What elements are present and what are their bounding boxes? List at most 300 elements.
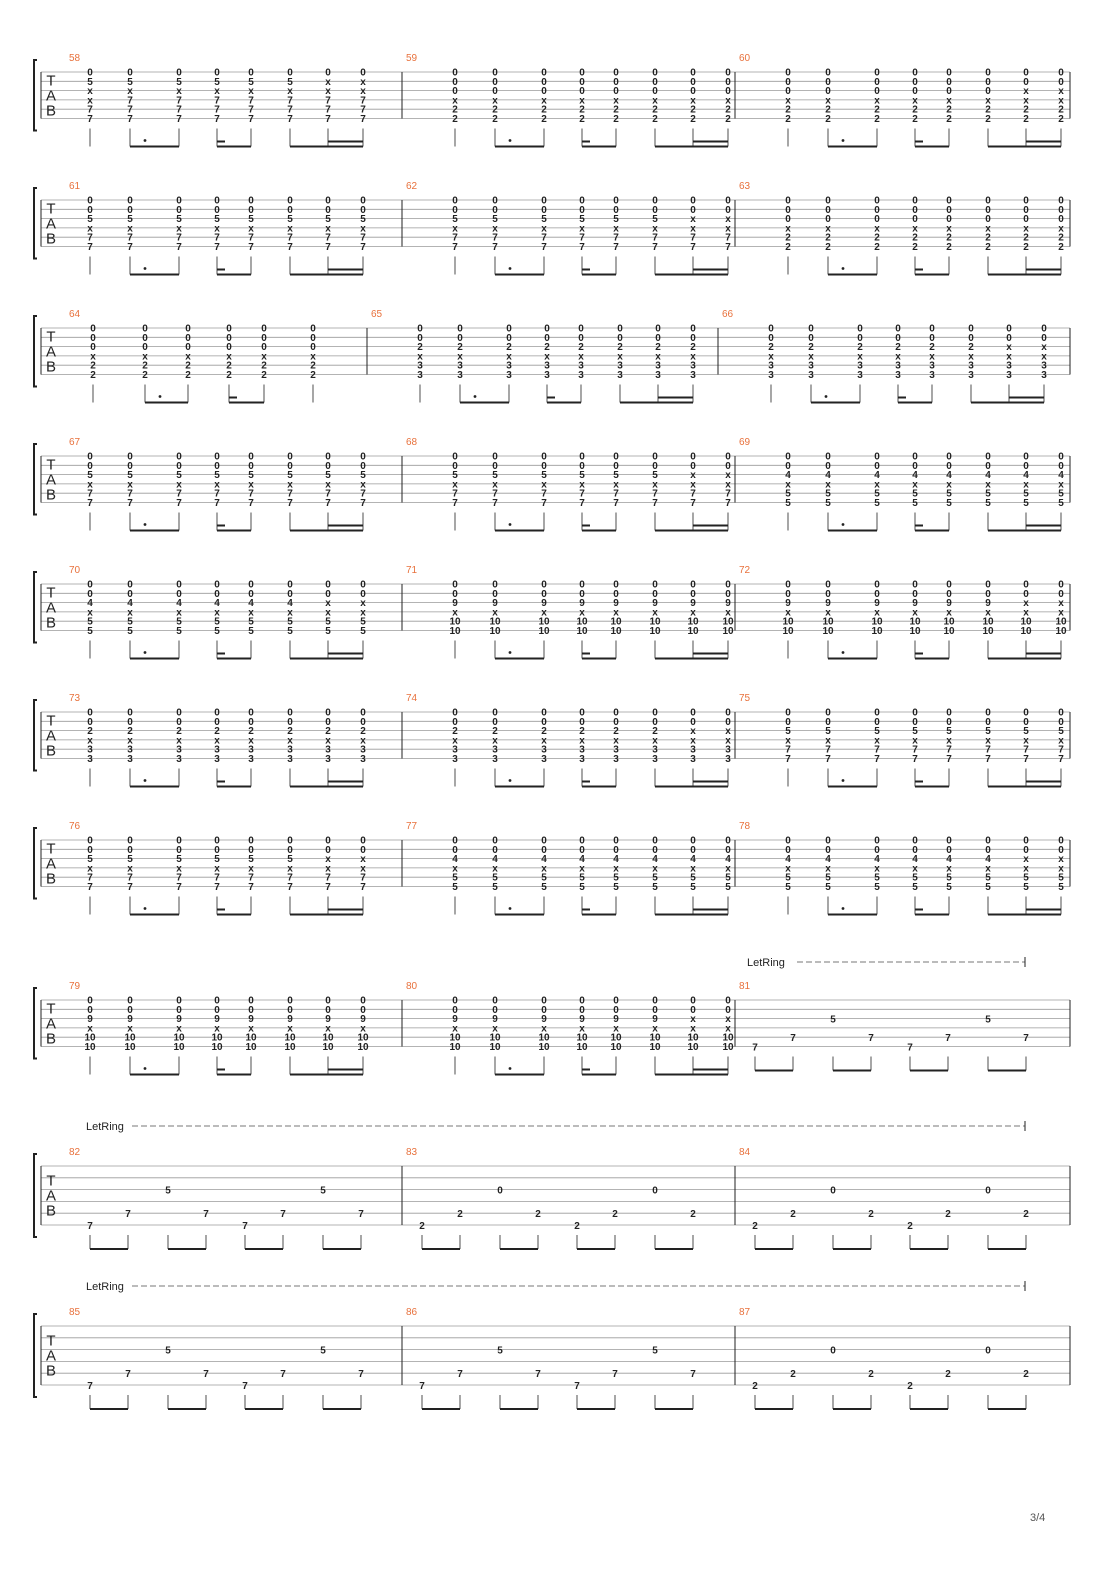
- fret-number: 0: [287, 195, 293, 207]
- fret-number: 5: [165, 1345, 171, 1357]
- fret-number: 5: [287, 214, 293, 226]
- fret-number: x: [825, 223, 831, 235]
- fret-number: 5: [452, 882, 458, 893]
- fret-number: x: [613, 607, 619, 619]
- fret-number: 5: [87, 214, 93, 226]
- fret-number: x: [825, 479, 831, 491]
- fret-number: 5: [785, 488, 791, 500]
- fret-number: x: [725, 223, 731, 235]
- fret-number: 0: [690, 195, 696, 207]
- fret-number: x: [325, 735, 331, 747]
- fret-number: x: [690, 607, 696, 619]
- fret-number: 9: [492, 1014, 498, 1026]
- fret-number: 0: [613, 716, 619, 728]
- fret-number: 5: [127, 76, 133, 88]
- rhythm-dot: [144, 779, 147, 782]
- fret-number: x: [87, 863, 93, 875]
- fret-number: 3: [652, 744, 658, 756]
- fret-number: 5: [87, 470, 93, 482]
- tab-clef-a: A: [45, 1187, 57, 1205]
- fret-number: 2: [492, 104, 498, 116]
- measure-number: 60: [739, 53, 751, 64]
- fret-number: x: [127, 607, 133, 619]
- fret-number: 0: [127, 844, 133, 856]
- fret-number: 2: [725, 114, 731, 125]
- fret-number: 3: [1041, 370, 1047, 381]
- fret-number: 0: [874, 214, 880, 226]
- fret-number: 0: [825, 214, 831, 226]
- fret-number: 3: [617, 360, 623, 372]
- fret-number: x: [690, 1014, 696, 1026]
- fret-number: 3: [544, 370, 550, 381]
- fret-number: 4: [946, 854, 952, 866]
- fret-number: 7: [203, 1209, 209, 1221]
- fret-number: x: [325, 863, 331, 875]
- fret-number: x: [785, 223, 791, 235]
- fret-number: 2: [652, 104, 658, 116]
- fret-number: 0: [690, 451, 696, 463]
- fret-number: 2: [874, 232, 880, 244]
- fret-number: 3: [579, 744, 585, 756]
- fret-number: 2: [868, 1209, 874, 1221]
- rhythm-dot: [842, 523, 845, 526]
- fret-number: 2: [90, 370, 96, 381]
- fret-number: 0: [613, 76, 619, 88]
- fret-number: 7: [248, 95, 254, 107]
- fret-number: 0: [1058, 76, 1064, 88]
- fret-number: 0: [506, 323, 512, 335]
- fret-number: 0: [652, 1185, 658, 1197]
- fret-number: 5: [579, 872, 585, 884]
- fret-number: 7: [248, 232, 254, 244]
- fret-number: 7: [325, 95, 331, 107]
- tab-clef-t: T: [46, 584, 56, 602]
- fret-number: x: [214, 479, 220, 491]
- fret-number: x: [655, 351, 661, 363]
- fret-number: 0: [127, 195, 133, 207]
- fret-number: 0: [912, 835, 918, 847]
- fret-number: x: [360, 863, 366, 875]
- fret-number: 7: [360, 95, 366, 107]
- fret-number: 2: [968, 342, 974, 354]
- fret-number: 0: [578, 332, 584, 344]
- fret-number: 5: [320, 1345, 326, 1357]
- tab-clef-a: A: [45, 855, 57, 873]
- fret-number: 7: [1023, 754, 1029, 765]
- fret-number: 0: [912, 76, 918, 88]
- fret-number: x: [690, 95, 696, 107]
- fret-number: 4: [176, 598, 182, 610]
- fret-number: 0: [1023, 67, 1029, 79]
- fret-number: x: [579, 95, 585, 107]
- fret-number: 9: [127, 1014, 133, 1026]
- fret-number: 0: [214, 707, 220, 719]
- fret-number: 5: [785, 882, 791, 893]
- fret-number: 0: [690, 332, 696, 344]
- fret-number: 0: [968, 323, 974, 335]
- fret-number: x: [176, 735, 182, 747]
- fret-number: x: [825, 863, 831, 875]
- fret-number: 9: [248, 1014, 254, 1026]
- fret-number: 5: [87, 616, 93, 628]
- fret-number: 0: [506, 332, 512, 344]
- fret-number: x: [613, 735, 619, 747]
- fret-number: 7: [541, 242, 547, 253]
- fret-number: 10: [124, 1032, 136, 1044]
- fret-number: 0: [1023, 579, 1029, 591]
- fret-number: 7: [360, 488, 366, 500]
- fret-number: 3: [248, 744, 254, 756]
- fret-number: 4: [541, 854, 547, 866]
- fret-number: 9: [785, 598, 791, 610]
- fret-number: 0: [613, 460, 619, 472]
- fret-number: 3: [968, 360, 974, 372]
- fret-number: x: [874, 479, 880, 491]
- fret-number: 0: [825, 195, 831, 207]
- fret-number: 2: [1023, 242, 1029, 253]
- fret-number: x: [874, 607, 880, 619]
- measure-number: 64: [69, 309, 81, 320]
- fret-number: 2: [768, 342, 774, 354]
- fret-number: 0: [725, 835, 731, 847]
- fret-number: 0: [785, 460, 791, 472]
- fret-number: x: [287, 863, 293, 875]
- fret-number: 0: [452, 86, 458, 98]
- fret-number: 0: [287, 204, 293, 216]
- fret-number: 10: [610, 1032, 622, 1044]
- fret-number: 0: [985, 204, 991, 216]
- fret-number: x: [248, 86, 254, 98]
- fret-number: 10: [649, 1042, 661, 1053]
- fret-number: x: [176, 479, 182, 491]
- fret-number: 0: [985, 707, 991, 719]
- fret-number: 2: [87, 726, 93, 738]
- fret-number: x: [985, 479, 991, 491]
- fret-number: 0: [127, 716, 133, 728]
- fret-number: 7: [358, 1369, 364, 1381]
- fret-number: x: [946, 95, 952, 107]
- fret-number: 2: [214, 726, 220, 738]
- fret-number: 5: [127, 626, 133, 637]
- fret-number: 9: [287, 1014, 293, 1026]
- fret-number: 0: [785, 67, 791, 79]
- fret-number: 5: [492, 214, 498, 226]
- fret-number: 0: [825, 588, 831, 600]
- fret-number: x: [287, 86, 293, 98]
- fret-number: 0: [946, 716, 952, 728]
- tab-clef-a: A: [45, 1015, 57, 1033]
- fret-number: 0: [652, 1004, 658, 1016]
- fret-number: 0: [912, 588, 918, 600]
- fret-number: 2: [690, 114, 696, 125]
- fret-number: 0: [176, 204, 182, 216]
- fret-number: 0: [785, 716, 791, 728]
- fret-number: 0: [912, 67, 918, 79]
- fret-number: x: [912, 223, 918, 235]
- fret-number: 10: [1055, 616, 1067, 628]
- fret-number: 7: [360, 104, 366, 116]
- fret-number: 7: [612, 1369, 618, 1381]
- fret-number: 5: [176, 616, 182, 628]
- fret-number: 0: [874, 86, 880, 98]
- fret-number: 5: [360, 214, 366, 226]
- fret-number: 3: [690, 360, 696, 372]
- fret-number: x: [325, 223, 331, 235]
- fret-number: 10: [489, 616, 501, 628]
- fret-number: x: [325, 854, 331, 866]
- fret-number: x: [785, 735, 791, 747]
- fret-number: 3: [214, 744, 220, 756]
- fret-number: 3: [617, 370, 623, 381]
- fret-number: 0: [325, 1004, 331, 1016]
- fret-number: 5: [1058, 488, 1064, 500]
- fret-number: 9: [613, 598, 619, 610]
- rhythm-dot: [509, 267, 512, 270]
- fret-number: 5: [541, 470, 547, 482]
- fret-number: 3: [1006, 360, 1012, 372]
- fret-number: 0: [579, 451, 585, 463]
- fret-number: 2: [541, 114, 547, 125]
- fret-number: 7: [242, 1221, 248, 1232]
- fret-number: 10: [822, 616, 834, 628]
- fret-number: 7: [1023, 744, 1029, 756]
- fret-number: x: [579, 1023, 585, 1035]
- fret-number: 0: [808, 332, 814, 344]
- rhythm-dot: [509, 139, 512, 142]
- fret-number: 10: [84, 1032, 96, 1044]
- fret-number: 2: [785, 104, 791, 116]
- fret-number: 0: [579, 204, 585, 216]
- fret-number: 7: [785, 754, 791, 765]
- fret-number: 0: [87, 195, 93, 207]
- measure-number: 68: [406, 437, 418, 448]
- fret-number: 0: [985, 195, 991, 207]
- fret-number: 0: [325, 204, 331, 216]
- fret-number: 9: [541, 1014, 547, 1026]
- fret-number: 2: [690, 104, 696, 116]
- fret-number: x: [492, 607, 498, 619]
- fret-number: 0: [985, 460, 991, 472]
- fret-number: 4: [825, 470, 831, 482]
- fret-number: 7: [87, 114, 93, 125]
- fret-number: 5: [613, 214, 619, 226]
- fret-number: 0: [946, 588, 952, 600]
- fret-number: 0: [176, 579, 182, 591]
- fret-number: 0: [652, 844, 658, 856]
- fret-number: 2: [226, 370, 232, 381]
- fret-number: 0: [613, 707, 619, 719]
- fret-number: 2: [261, 360, 267, 372]
- fret-number: 5: [287, 470, 293, 482]
- fret-number: x: [874, 95, 880, 107]
- fret-number: 0: [261, 332, 267, 344]
- fret-number: 0: [912, 86, 918, 98]
- fret-number: 5: [248, 470, 254, 482]
- fret-number: 0: [544, 332, 550, 344]
- fret-number: 10: [909, 616, 921, 628]
- fret-number: 0: [541, 588, 547, 600]
- fret-number: 0: [946, 76, 952, 88]
- fret-number: 0: [325, 588, 331, 600]
- fret-number: 0: [90, 342, 96, 354]
- system-4: [34, 437, 1070, 531]
- fret-number: 0: [90, 332, 96, 344]
- fret-number: x: [1023, 479, 1029, 491]
- fret-number: 2: [574, 1221, 580, 1232]
- fret-number: 7: [752, 1042, 758, 1054]
- fret-number: 0: [248, 204, 254, 216]
- fret-number: 0: [690, 460, 696, 472]
- fret-number: 5: [176, 854, 182, 866]
- fret-number: 0: [287, 707, 293, 719]
- fret-number: 7: [825, 754, 831, 765]
- fret-number: 7: [203, 1369, 209, 1381]
- fret-number: 2: [868, 1369, 874, 1381]
- fret-number: 7: [946, 744, 952, 756]
- fret-number: 5: [825, 488, 831, 500]
- fret-number: x: [1058, 854, 1064, 866]
- fret-number: x: [1058, 223, 1064, 235]
- fret-number: 0: [946, 835, 952, 847]
- fret-number: 0: [652, 76, 658, 88]
- fret-number: 5: [541, 214, 547, 226]
- fret-number: 5: [613, 470, 619, 482]
- fret-number: 0: [1058, 844, 1064, 856]
- fret-number: x: [929, 351, 935, 363]
- fret-number: 0: [652, 67, 658, 79]
- measure-number: 80: [406, 981, 418, 992]
- fret-number: 0: [248, 451, 254, 463]
- system-bracket: [34, 1154, 37, 1237]
- tab-clef-t: T: [46, 1000, 56, 1018]
- tab-clef-t: T: [46, 1172, 56, 1190]
- tab-clef-b: B: [45, 1362, 57, 1380]
- fret-number: 7: [214, 242, 220, 253]
- fret-number: 7: [176, 114, 182, 125]
- fret-number: 0: [185, 323, 191, 335]
- fret-number: 0: [287, 451, 293, 463]
- fret-number: 0: [985, 588, 991, 600]
- fret-number: 3: [287, 754, 293, 765]
- fret-number: 2: [452, 114, 458, 125]
- fret-number: x: [725, 95, 731, 107]
- fret-number: 0: [613, 451, 619, 463]
- fret-number: 2: [907, 1381, 913, 1392]
- fret-number: x: [874, 223, 880, 235]
- fret-number: 7: [127, 114, 133, 125]
- fret-number: 7: [579, 488, 585, 500]
- fret-number: x: [541, 479, 547, 491]
- fret-number: 2: [578, 342, 584, 354]
- fret-number: 9: [874, 598, 880, 610]
- fret-number: x: [176, 1023, 182, 1035]
- fret-number: 0: [946, 86, 952, 98]
- fret-number: x: [452, 607, 458, 619]
- fret-number: 9: [579, 598, 585, 610]
- fret-number: 2: [541, 104, 547, 116]
- fret-number: 0: [541, 204, 547, 216]
- fret-number: 0: [176, 707, 182, 719]
- fret-number: 2: [579, 726, 585, 738]
- fret-number: 9: [176, 1014, 182, 1026]
- fret-number: 0: [652, 995, 658, 1007]
- fret-number: x: [985, 607, 991, 619]
- fret-number: x: [652, 735, 658, 747]
- fret-number: 3: [127, 754, 133, 765]
- fret-number: 5: [652, 470, 658, 482]
- measure-number: 66: [722, 309, 734, 320]
- fret-number: 0: [248, 835, 254, 847]
- fret-number: x: [287, 479, 293, 491]
- measure-number: 86: [406, 1307, 418, 1318]
- fret-number: 9: [652, 598, 658, 610]
- fret-number: 0: [360, 451, 366, 463]
- fret-number: x: [87, 1023, 93, 1035]
- fret-number: x: [226, 351, 232, 363]
- fret-number: 0: [985, 214, 991, 226]
- fret-number: 0: [541, 460, 547, 472]
- fret-number: 0: [725, 588, 731, 600]
- fret-number: 5: [127, 854, 133, 866]
- fret-number: 3: [929, 370, 935, 381]
- fret-number: 7: [125, 1209, 131, 1221]
- fret-number: x: [1023, 854, 1029, 866]
- fret-number: x: [912, 95, 918, 107]
- page-number: 3/4: [1030, 1512, 1046, 1524]
- fret-number: 7: [287, 488, 293, 500]
- fret-number: 0: [127, 204, 133, 216]
- fret-number: 0: [176, 844, 182, 856]
- fret-number: 7: [176, 488, 182, 500]
- fret-number: 7: [1023, 1033, 1029, 1045]
- fret-number: 0: [142, 342, 148, 354]
- fret-number: 10: [610, 616, 622, 628]
- fret-number: 2: [808, 342, 814, 354]
- fret-number: 7: [325, 488, 331, 500]
- fret-number: 10: [284, 1042, 296, 1053]
- measure-number: 75: [739, 693, 751, 704]
- fret-number: 7: [492, 498, 498, 509]
- rhythm-dot: [509, 523, 512, 526]
- fret-number: x: [895, 351, 901, 363]
- tab-clef-a: A: [45, 471, 57, 489]
- fret-number: 2: [1023, 1209, 1029, 1221]
- fret-number: 7: [579, 498, 585, 509]
- fret-number: 2: [895, 342, 901, 354]
- fret-number: 3: [613, 744, 619, 756]
- fret-number: 7: [492, 242, 498, 253]
- fret-number: 5: [214, 214, 220, 226]
- fret-number: 10: [943, 616, 955, 628]
- fret-number: 7: [325, 104, 331, 116]
- fret-number: 0: [417, 323, 423, 335]
- fret-number: 5: [452, 872, 458, 884]
- fret-number: 5: [176, 470, 182, 482]
- fret-number: 5: [248, 214, 254, 226]
- fret-number: x: [785, 95, 791, 107]
- fret-number: x: [1041, 351, 1047, 363]
- fret-number: 5: [87, 854, 93, 866]
- fret-number: 0: [579, 1004, 585, 1016]
- fret-number: 0: [617, 332, 623, 344]
- fret-number: 0: [325, 844, 331, 856]
- fret-number: 10: [84, 1042, 96, 1053]
- fret-number: 5: [492, 470, 498, 482]
- fret-number: 10: [722, 1042, 734, 1053]
- fret-number: 10: [687, 626, 699, 637]
- fret-number: x: [325, 479, 331, 491]
- fret-number: 0: [287, 1004, 293, 1016]
